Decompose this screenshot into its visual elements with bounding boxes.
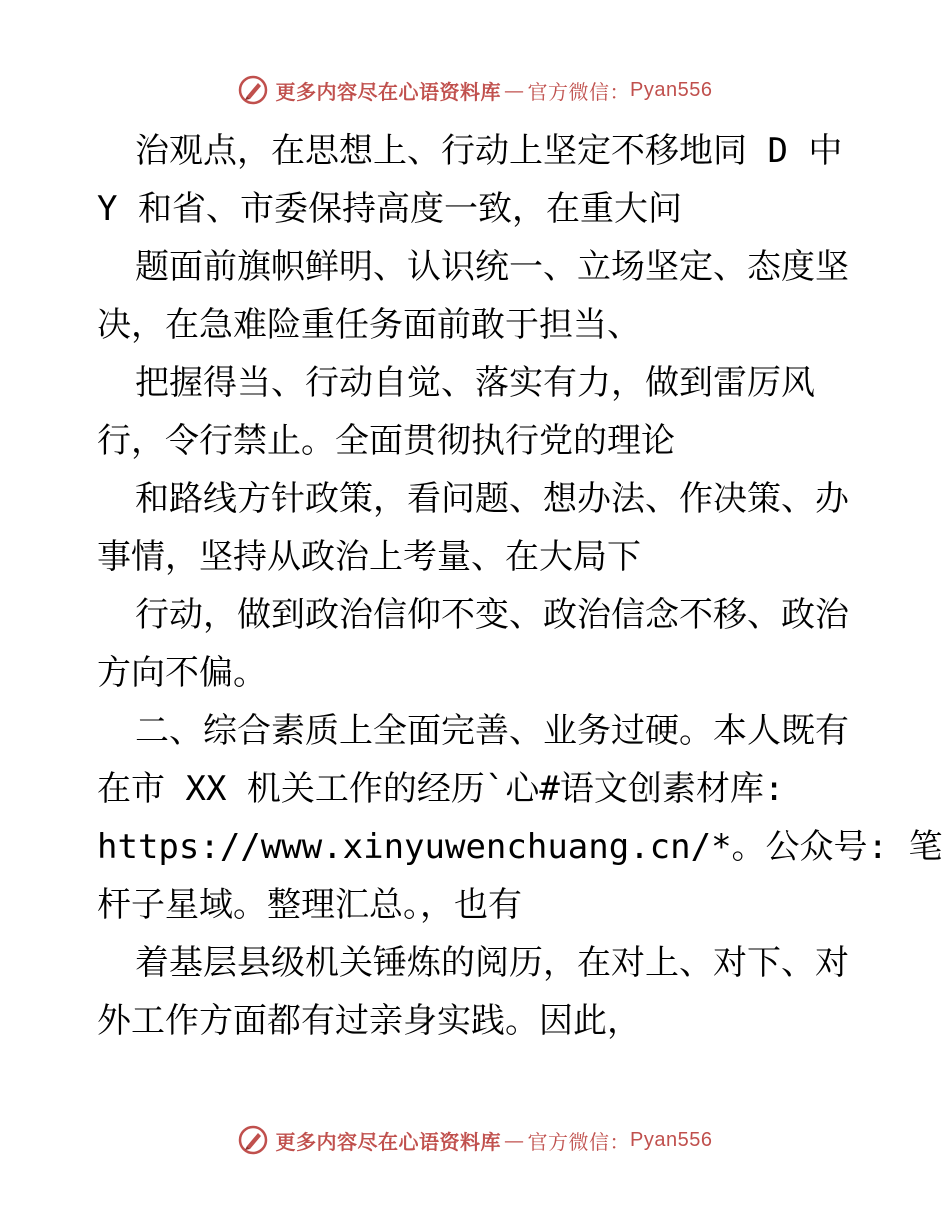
watermark-wechat-label: 官方微信： [527, 79, 631, 104]
text-line: https://www.xinyuwenchuang.cn/*。公众号: 笔 [97, 827, 943, 867]
watermark-wechat-id: Pyan556 [630, 1128, 713, 1151]
watermark-wechat-label: 官方微信： [527, 1129, 631, 1154]
text-line: 行，令行禁止。全面贯彻执行党的理论 [97, 421, 675, 461]
text-line: 方向不偏。 [97, 653, 267, 693]
watermark-dash: — [504, 1128, 525, 1152]
watermark-main-text: 更多内容尽在心语资料库 [275, 1129, 502, 1154]
document-body [97, 122, 943, 1050]
pen-logo-icon [238, 75, 268, 105]
text-line: 在市 XX 机关工作的经历`心#语文创素材库: [97, 769, 785, 809]
pen-logo-icon [238, 1125, 268, 1155]
text-line: 把握得当、行动自觉、落实有力，做到雷厉风 [135, 363, 815, 403]
text-line: 着基层县级机关锤炼的阅历，在对上、对下、对 [135, 943, 849, 983]
text-line: 二、综合素质上全面完善、业务过硬。本人既有 [135, 711, 849, 751]
watermark-main-text: 更多内容尽在心语资料库 [275, 79, 502, 104]
footer-watermark [0, 1120, 950, 1160]
text-line: 外工作方面都有过亲身实践。因此， [97, 1001, 641, 1041]
watermark-dash: — [504, 78, 525, 102]
text-line: 和路线方针政策，看问题、想办法、作决策、办 [135, 479, 849, 519]
text-line: 行动，做到政治信仰不变、政治信念不移、政治 [135, 595, 849, 635]
text-line: 题面前旗帜鲜明、认识统一、立场坚定、态度坚 [135, 247, 849, 287]
text-line: Y 和省、市委保持高度一致，在重大问 [97, 189, 682, 229]
text-line: 治观点，在思想上、行动上坚定不移地同 D 中 [135, 131, 843, 171]
watermark-wechat-id: Pyan556 [630, 78, 713, 101]
text-line: 决，在急难险重任务面前敢于担当、 [97, 305, 641, 345]
header-watermark [0, 70, 950, 110]
text-line: 杆子星域。整理汇总。，也有 [97, 885, 522, 925]
text-line: 事情，坚持从政治上考量、在大局下 [97, 537, 641, 577]
